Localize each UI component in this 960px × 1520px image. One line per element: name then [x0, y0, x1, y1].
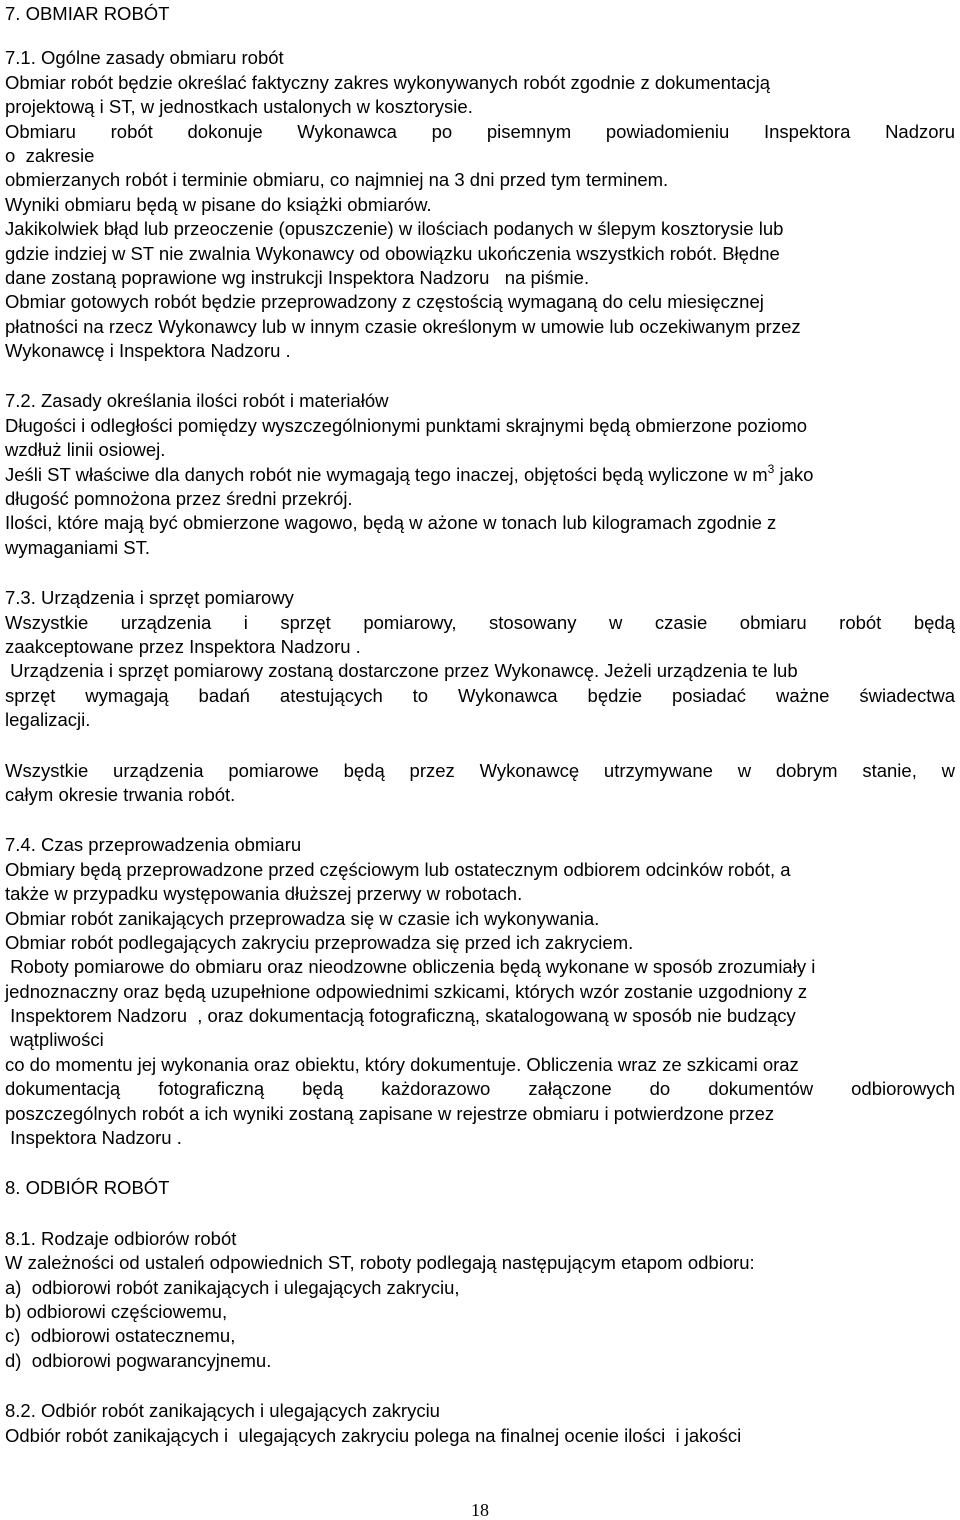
paragraph-7-3 — [5, 611, 955, 733]
text-line: Jakikolwiek błąd lub przeoczenie (opuszczenie) w ilościach podanych w ślepym kosztorysie lub — [5, 218, 784, 240]
spacer — [5, 807, 955, 833]
text-line: obmierzanych robót i terminie obmiaru, co najmniej na 3 dni przed tym terminem. — [5, 169, 669, 191]
text-line: Obmiaru robót dokonuje Wykonawca po pisemnym powiadomieniu Inspektora Nadzoru — [5, 120, 955, 142]
subheading-8-1: 8.1. Rodzaje odbiorów robót — [5, 1227, 237, 1249]
text-line: Roboty pomiarowe do obmiaru oraz nieodzowne obliczenia będą wykonane w sposób zrozumiały i — [5, 956, 816, 978]
subheading-7-1: 7.1. Ogólne zasady obmiaru robót — [5, 47, 284, 69]
text-line: dokumentacją fotograficzną będą każdorazowo załączone do dokumentów odbiorowych — [5, 1078, 955, 1100]
text-line: jednoznaczny oraz będą uzupełnione odpowiednimi szkicami, których wzór zostanie uzgodniony z — [5, 980, 808, 1002]
list-item: c) odbiorowi ostatecznemu, — [5, 1325, 236, 1347]
text-line: Wszystkie urządzenia i sprzęt pomiarowy, stosowany w czasie obmiaru robót będą — [5, 611, 955, 633]
paragraph-7-4 — [5, 858, 955, 1151]
text-line: wątpliwości — [5, 1029, 104, 1051]
text-line: zaakceptowane przez Inspektora Nadzoru . — [5, 635, 361, 657]
paragraph-8-1 — [5, 1251, 955, 1373]
paragraph-7-2 — [5, 414, 955, 560]
heading-section-8: 8. ODBIÓR ROBÓT — [5, 1177, 170, 1199]
document-page — [5, 2, 955, 1448]
subheading-8-2: 8.2. Odbiór robót zanikających i ulegających zakryciu — [5, 1400, 440, 1422]
text-line: Urządzenia i sprzęt pomiarowy zostaną dostarczone przez Wykonawcę. Jeżeli urządzenia te lub — [5, 660, 798, 682]
spacer — [5, 733, 955, 759]
text-line: W zależności od ustaleń odpowiednich ST, roboty podlegają następującym etapom odbioru: — [5, 1252, 755, 1274]
text-line: o zakresie — [5, 144, 95, 166]
subheading-7-3: 7.3. Urządzenia i sprzęt pomiarowy — [5, 587, 294, 609]
text-line: dane zostaną poprawione wg instrukcji Inspektora Nadzoru na piśmie. — [5, 266, 590, 288]
subheading-7-4: 7.4. Czas przeprowadzenia obmiaru — [5, 834, 302, 856]
text-line: Wyniki obmiaru będą w pisane do książki obmiarów. — [5, 193, 432, 215]
superscript-exponent: 3 — [767, 461, 775, 476]
spacer — [5, 1373, 955, 1399]
paragraph-7-3-b — [5, 759, 955, 808]
text-line: także w przypadku występowania dłuższej przerwy w robotach. — [5, 883, 523, 905]
text-line: Ilości, które mają być obmierzone wagowo, będą w ażone w tonach lub kilogramach zgodnie z — [5, 512, 777, 534]
page-number: 18 — [471, 1500, 489, 1520]
text-line: Wszystkie urządzenia pomiarowe będą przez Wykonawcę utrzymywane w dobrym stanie, w — [5, 759, 955, 781]
text-line: wzdłuż linii osiowej. — [5, 439, 166, 461]
spacer — [5, 560, 955, 586]
spacer — [5, 363, 955, 389]
text-line: legalizacji. — [5, 709, 91, 731]
text-line-volume — [5, 463, 955, 487]
heading-section-7: 7. OBMIAR ROBÓT — [5, 3, 170, 24]
text-line: gdzie indziej w ST nie zwalnia Wykonawcy od obowiązku ukończenia wszystkich robót. Błędne — [5, 242, 780, 264]
spacer — [5, 1201, 955, 1227]
text-line: całym okresie trwania robót. — [5, 783, 236, 805]
text-line: co do momentu jej wykonania oraz obiektu, który dokumentuje. Obliczenia wraz ze szkicami oraz — [5, 1053, 799, 1075]
spacer — [5, 1150, 955, 1176]
text-line: poszczególnych robót a ich wyniki zostaną zapisane w rejestrze obmiaru i potwierdzone przez — [5, 1102, 775, 1124]
text-line: Wykonawcę i Inspektora Nadzoru . — [5, 340, 291, 362]
text-line: sprzęt wymagają badań atestujących to Wykonawca będzie posiadać ważne świadectwa — [5, 684, 955, 706]
text-line: Inspektora Nadzoru . — [5, 1127, 182, 1149]
paragraph-7-1 — [5, 71, 955, 364]
text-line: Odbiór robót zanikających i ulegających zakryciu polega na finalnej ocenie ilości i jakości — [5, 1424, 742, 1446]
text-line: Obmiar robót będzie określać faktyczny zakres wykonywanych robót zgodnie z dokumentacją — [5, 71, 771, 93]
text-line: Obmiar robót podlegających zakryciu przeprowadza się przed ich zakryciem. — [5, 931, 634, 953]
list-item: a) odbiorowi robót zanikających i ulegających zakryciu, — [5, 1276, 460, 1298]
text-line: Inspektorem Nadzoru , oraz dokumentacją fotograficzną, skatalogowaną w sposób nie budzący — [5, 1005, 796, 1027]
list-item: d) odbiorowi pogwarancyjnemu. — [5, 1349, 272, 1371]
text-line: długość pomnożona przez średni przekrój. — [5, 488, 353, 510]
text-line: wymaganiami ST. — [5, 536, 150, 558]
text-line: Obmiar robót zanikających przeprowadza się w czasie ich wykonywania. — [5, 907, 600, 929]
list-item: b) odbiorowi częściowemu, — [5, 1300, 228, 1322]
text-line: Długości i odległości pomiędzy wyszczególnionymi punktami skrajnymi będą obmierzone poziomo — [5, 414, 808, 436]
paragraph-8-2 — [5, 1424, 955, 1448]
subheading-7-2: 7.2. Zasady określania ilości robót i materiałów — [5, 390, 389, 412]
spacer — [5, 26, 955, 46]
text-line: Obmiary będą przeprowadzone przed częściowym lub ostatecznym odbiorem odcinków robót, a — [5, 858, 791, 880]
text-line: płatności na rzecz Wykonawcy lub w innym czasie określonym w umowie lub oczekiwanym przez — [5, 315, 801, 337]
text-line: projektową i ST, w jednostkach ustalonych w kosztorysie. — [5, 96, 473, 118]
volume-text-end: jako — [774, 463, 814, 485]
volume-text: Jeśli ST właściwe dla danych robót nie wymagają tego inaczej, objętości będą wyliczone w m — [5, 463, 768, 485]
text-line: Obmiar gotowych robót będzie przeprowadzony z częstością wymaganą do celu miesięcznej — [5, 291, 764, 313]
